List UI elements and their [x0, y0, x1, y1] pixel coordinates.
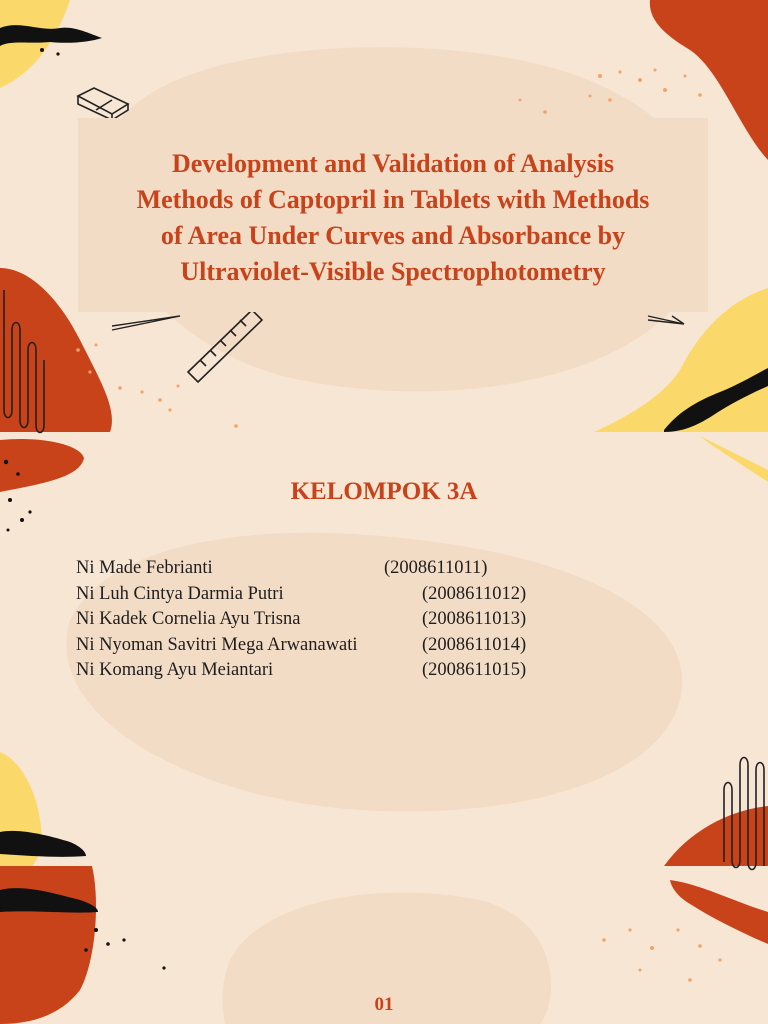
member-nim: (2008611011)	[384, 558, 488, 578]
member-list	[76, 556, 596, 684]
member-name: Ni Komang Ayu Meiantari	[76, 660, 274, 681]
member-row	[76, 607, 596, 633]
eraser-doodle	[78, 88, 128, 120]
member-row	[76, 556, 596, 582]
yellow-blob-top-left	[0, 0, 70, 88]
title-line: Methods of Captopril in Tablets with Methods	[136, 185, 650, 214]
ink-stroke-bottom-left-1	[0, 831, 86, 857]
group-name: KELOMPOK 3A	[290, 478, 478, 505]
page-number: 01	[374, 994, 394, 1015]
member-nim: (2008611015)	[422, 660, 527, 681]
member-row	[76, 582, 596, 608]
member-nim: (2008611014)	[422, 634, 527, 655]
red-streak-bottom-right	[670, 880, 768, 944]
member-row	[76, 658, 596, 684]
pencil-line-doodle	[112, 316, 180, 330]
presentation-title	[78, 146, 708, 290]
member-name: Ni Luh Cintya Darmia Putri	[76, 583, 284, 604]
member-name: Ni Made Febrianti	[76, 558, 213, 578]
member-nim: (2008611012)	[422, 583, 527, 604]
title-line: Development and Validation of Analysis	[171, 149, 615, 178]
title-line: Ultraviolet-Visible Spectrophotometry	[180, 257, 606, 286]
member-nim: (2008611013)	[422, 609, 527, 630]
yellow-streak-right	[700, 436, 768, 482]
member-row	[76, 633, 596, 659]
member-name: Ni Nyoman Savitri Mega Arwanawati	[76, 634, 358, 655]
member-name: Ni Kadek Cornelia Ayu Trisna	[76, 609, 301, 630]
title-line: of Area Under Curves and Absorbance by	[160, 221, 626, 250]
red-blob-bottom-right	[664, 806, 768, 866]
